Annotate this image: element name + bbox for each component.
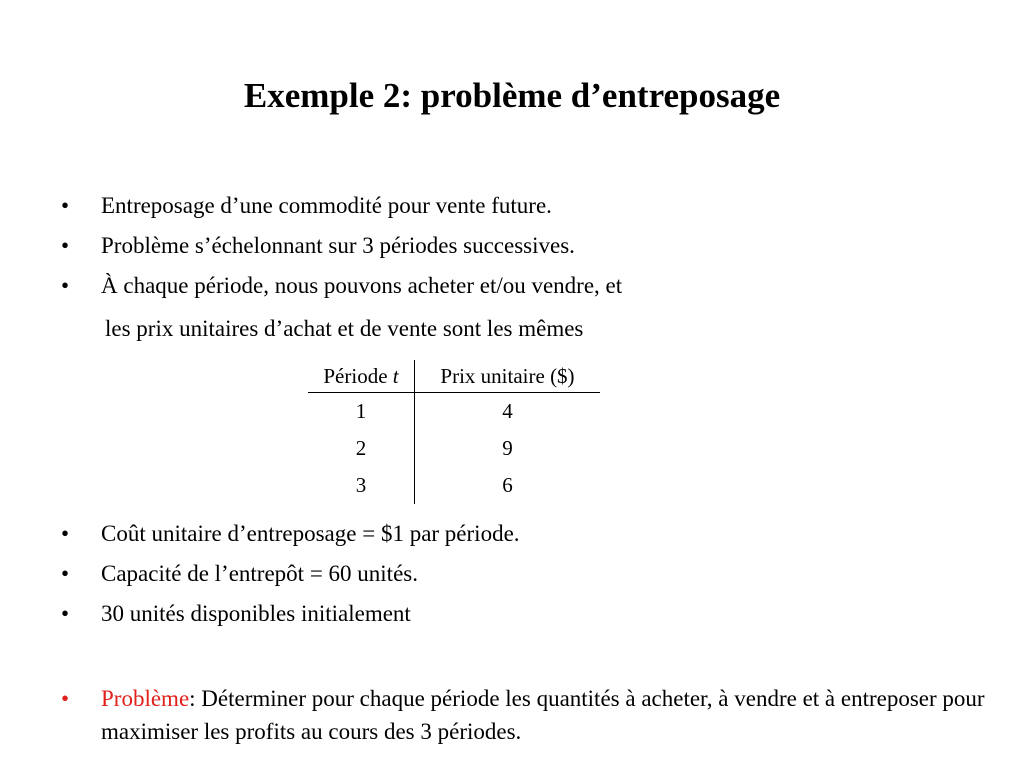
bullet-text: À chaque période, nous pouvons acheter et/ou vendre, et [101,273,623,298]
bullet-text: Capacité de l’entrepôt = 60 unités. [101,561,418,586]
price-column-header: Prix unitaire ($) [415,360,601,393]
bullet-text: Entreposage d’une commodité pour vente future. [101,193,552,218]
bullet-item [58,559,988,599]
bullet-symbol: • [61,233,70,258]
bullet-item [58,271,988,311]
bullet-symbol: • [61,273,70,298]
problem-text: : Déterminer pour chaque période les quantités à acheter, à vendre et à entreposer pour maximiser les profits au cours des 3 périodes. [101,686,985,744]
bullet-symbol: • [61,193,70,218]
bullet-text: Problème s’échelonnant sur 3 périodes successives. [101,233,575,258]
period-cell: 1 [308,393,415,431]
table-row [308,430,600,467]
table-row [308,467,600,504]
table-row [308,393,600,431]
slide-title: Exemple 2: problème d’entreposage [243,76,781,115]
bullet-item [58,599,988,639]
problem-keyword: Problème [101,686,190,711]
price-table [308,360,600,504]
price-cell: 4 [502,399,513,423]
problem-bullet-symbol: • [61,686,70,711]
bullet-item [58,231,988,271]
price-cell: 6 [502,473,513,497]
bullet-symbol: • [61,521,70,546]
bullet-text: 30 unités disponibles initialement [101,601,411,626]
bullet-list-top [58,191,988,311]
period-column-header: Période t [308,360,415,393]
problem-statement [58,682,988,748]
bullet-list-bottom [58,519,988,639]
bullet-symbol: • [61,561,70,586]
bullet-item [58,519,988,559]
bullet-continuation: les prix unitaires d’achat et de vente sont les mêmes [105,316,584,341]
bullet-item [58,191,988,231]
period-variable: t [392,363,399,388]
table-header-row [308,360,600,393]
period-cell: 3 [308,467,415,504]
bullet-text: Coût unitaire d’entreposage = $1 par période. [101,521,520,546]
bullet-symbol: • [61,601,70,626]
period-cell: 2 [308,430,415,467]
price-cell: 9 [502,436,513,460]
